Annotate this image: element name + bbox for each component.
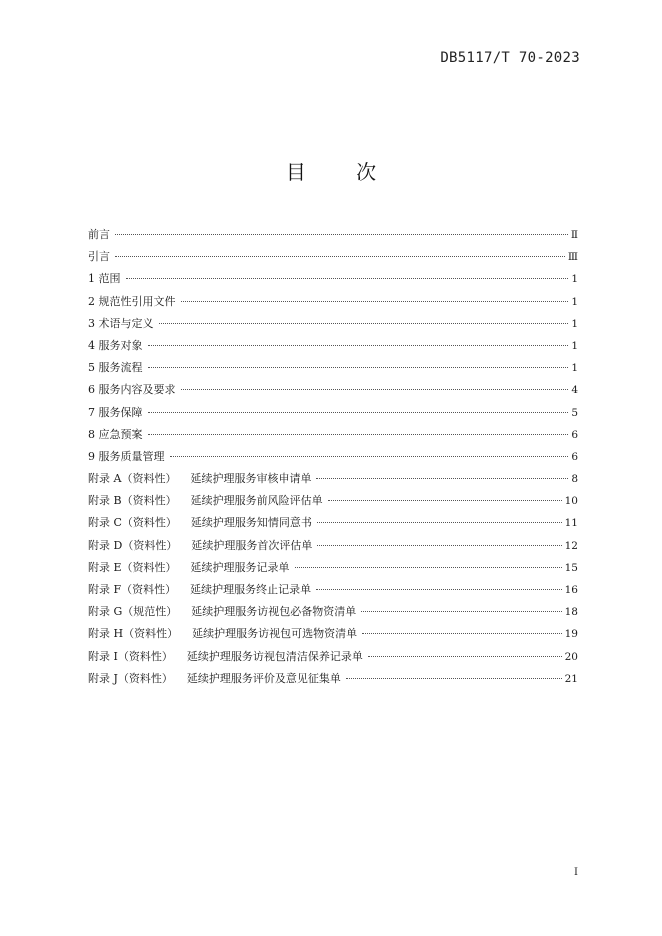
toc-entry-page: 8: [571, 473, 578, 486]
toc-entry-label: [88, 268, 121, 290]
toc-entry[interactable]: [88, 335, 578, 357]
toc-leader-dots: [316, 589, 561, 590]
toc-entry-label: [88, 424, 143, 446]
toc-entry-heading: 3 术语与定义: [88, 316, 154, 330]
toc-entry-subtitle: 延续护理服务记录单: [190, 560, 290, 574]
toc-entry-subtitle: 延续护理服务前风险评估单: [190, 494, 323, 508]
toc-entry-page: 12: [564, 539, 578, 552]
toc-entry-heading: 6 服务内容及要求: [88, 383, 176, 397]
toc-entry-heading: 附录 I（资料性）: [88, 649, 173, 663]
toc-entry[interactable]: [88, 291, 578, 313]
toc-entry-subtitle: 延续护理服务评价及意见征集单: [186, 671, 341, 685]
toc-leader-dots: [126, 278, 569, 279]
document-code: DB5117/T 70-2023: [440, 50, 580, 66]
toc-entry-heading: 附录 E（资料性）: [88, 560, 177, 574]
toc-entry-label: [88, 512, 312, 534]
toc-entry-page: 1: [571, 317, 578, 330]
toc-entry-heading: 8 应急预案: [88, 427, 143, 441]
toc-entry-heading: 附录 J（资料性）: [88, 671, 173, 685]
toc-entry-subtitle: 延续护理服务访视包必备物资清单: [191, 605, 357, 619]
toc-entry-label: [88, 579, 311, 601]
toc-leader-dots: [295, 567, 562, 568]
toc-entry[interactable]: [88, 535, 578, 557]
toc-entry-subtitle: 延续护理服务首次评估单: [191, 538, 313, 552]
toc-leader-dots: [362, 633, 562, 634]
toc-entry-page: 5: [571, 406, 578, 419]
toc-entry-heading: 附录 H（资料性）: [88, 627, 179, 641]
toc-leader-dots: [159, 323, 569, 324]
toc-entry-page: 10: [564, 495, 578, 508]
toc-entry-label: [88, 291, 176, 313]
toc-leader-dots: [328, 500, 562, 501]
toc-entry-heading: 引言: [88, 250, 110, 264]
toc-entry-subtitle: 延续护理服务终止记录单: [190, 583, 312, 596]
toc-entry-page: 6: [571, 428, 578, 441]
toc-entry-label: [88, 468, 311, 490]
toc-leader-dots: [115, 256, 565, 257]
toc-entry-label: [88, 379, 176, 401]
toc-entry-heading: 2 规范性引用文件: [88, 294, 176, 308]
toc-entry-heading: 5 服务流程: [88, 361, 143, 375]
toc-entry[interactable]: [88, 468, 578, 490]
toc-entry[interactable]: [88, 379, 578, 401]
toc-entry-page: 1: [571, 339, 578, 352]
toc-entry[interactable]: [88, 357, 578, 379]
toc-leader-dots: [148, 367, 569, 368]
toc-leader-dots: [317, 545, 561, 546]
toc-entry[interactable]: [88, 668, 578, 690]
toc-entry[interactable]: [88, 424, 578, 446]
toc-entry-subtitle: 延续护理服务访视包可选物资清单: [192, 627, 358, 641]
toc-title: 目 次: [285, 160, 399, 184]
toc-entry-label: [88, 335, 143, 357]
toc-leader-dots: [317, 522, 562, 523]
toc-leader-dots: [148, 412, 569, 413]
toc-entry-subtitle: 延续护理服务知情同意书: [190, 516, 312, 530]
toc-entry-heading: 4 服务对象: [88, 338, 143, 352]
toc-leader-dots: [148, 434, 569, 435]
toc-entry-page: 15: [564, 561, 578, 574]
toc-leader-dots: [346, 678, 562, 679]
toc-entry[interactable]: [88, 490, 578, 512]
toc-entry-page: 6: [571, 450, 578, 463]
toc-entry-page: 1: [571, 362, 578, 375]
toc-leader-dots: [115, 234, 568, 235]
toc-entry-heading: 附录 G（规范性）: [88, 605, 178, 619]
toc-entry[interactable]: [88, 246, 578, 268]
toc-entry-subtitle: 延续护理服务访视包清洁保养记录单: [186, 649, 363, 663]
toc-entry[interactable]: [88, 623, 578, 645]
toc-entry[interactable]: [88, 402, 578, 424]
toc-entry-page: Ⅱ: [570, 229, 578, 241]
toc-entry[interactable]: [88, 512, 578, 534]
toc-leader-dots: [170, 456, 569, 457]
toc-entry-heading: 7 服务保障: [88, 405, 143, 419]
toc-entry-page: 18: [564, 606, 578, 619]
toc-entry-heading: 附录 B（资料性）: [88, 494, 177, 508]
toc-entry-label: [88, 601, 356, 623]
toc-entry[interactable]: [88, 313, 578, 335]
toc-entry-page: 21: [564, 672, 578, 685]
toc-entry[interactable]: [88, 579, 578, 601]
toc-entry-heading: 附录 C（资料性）: [88, 516, 177, 530]
toc-entry-page: 20: [564, 650, 578, 663]
table-of-contents: [88, 224, 578, 690]
toc-entry-heading: 1 范围: [88, 272, 121, 286]
toc-entry-page: 1: [571, 295, 578, 308]
toc-entry[interactable]: [88, 601, 578, 623]
toc-entry-label: [88, 313, 154, 335]
toc-entry-label: [88, 557, 290, 579]
toc-entry-label: [88, 357, 143, 379]
toc-entry-label: [88, 446, 165, 468]
toc-leader-dots: [361, 611, 561, 612]
page-number: I: [574, 867, 578, 878]
toc-entry-page: 16: [564, 584, 578, 596]
toc-entry-label: [88, 668, 341, 690]
toc-entry[interactable]: [88, 557, 578, 579]
toc-entry-label: [88, 402, 143, 424]
toc-entry-label: [88, 224, 110, 246]
toc-leader-dots: [148, 345, 569, 346]
toc-entry[interactable]: [88, 268, 578, 290]
toc-entry-heading: 9 服务质量管理: [88, 449, 165, 463]
toc-entry-label: [88, 623, 357, 645]
toc-entry-label: [88, 646, 363, 668]
toc-entry-page: Ⅲ: [567, 251, 578, 264]
toc-entry-heading: 附录 A（资料性）: [88, 472, 177, 486]
toc-entry-subtitle: 延续护理服务审核申请单: [190, 472, 312, 486]
toc-entry-page: 19: [564, 628, 578, 641]
toc-leader-dots: [181, 389, 569, 390]
toc-entry-label: [88, 490, 323, 512]
toc-entry[interactable]: [88, 646, 578, 668]
toc-entry-page: 11: [564, 517, 578, 530]
toc-entry-heading: 附录 D（资料性）: [88, 538, 178, 552]
toc-leader-dots: [316, 478, 568, 479]
toc-entry-label: [88, 246, 110, 268]
toc-entry-page: 4: [571, 384, 578, 397]
toc-entry[interactable]: [88, 224, 578, 246]
toc-leader-dots: [181, 301, 569, 302]
toc-leader-dots: [368, 656, 562, 657]
toc-entry-label: [88, 535, 312, 557]
toc-entry-heading: 前言: [88, 228, 110, 241]
toc-entry-page: 1: [571, 273, 578, 286]
toc-entry[interactable]: [88, 446, 578, 468]
toc-entry-heading: 附录 F（资料性）: [88, 583, 177, 596]
